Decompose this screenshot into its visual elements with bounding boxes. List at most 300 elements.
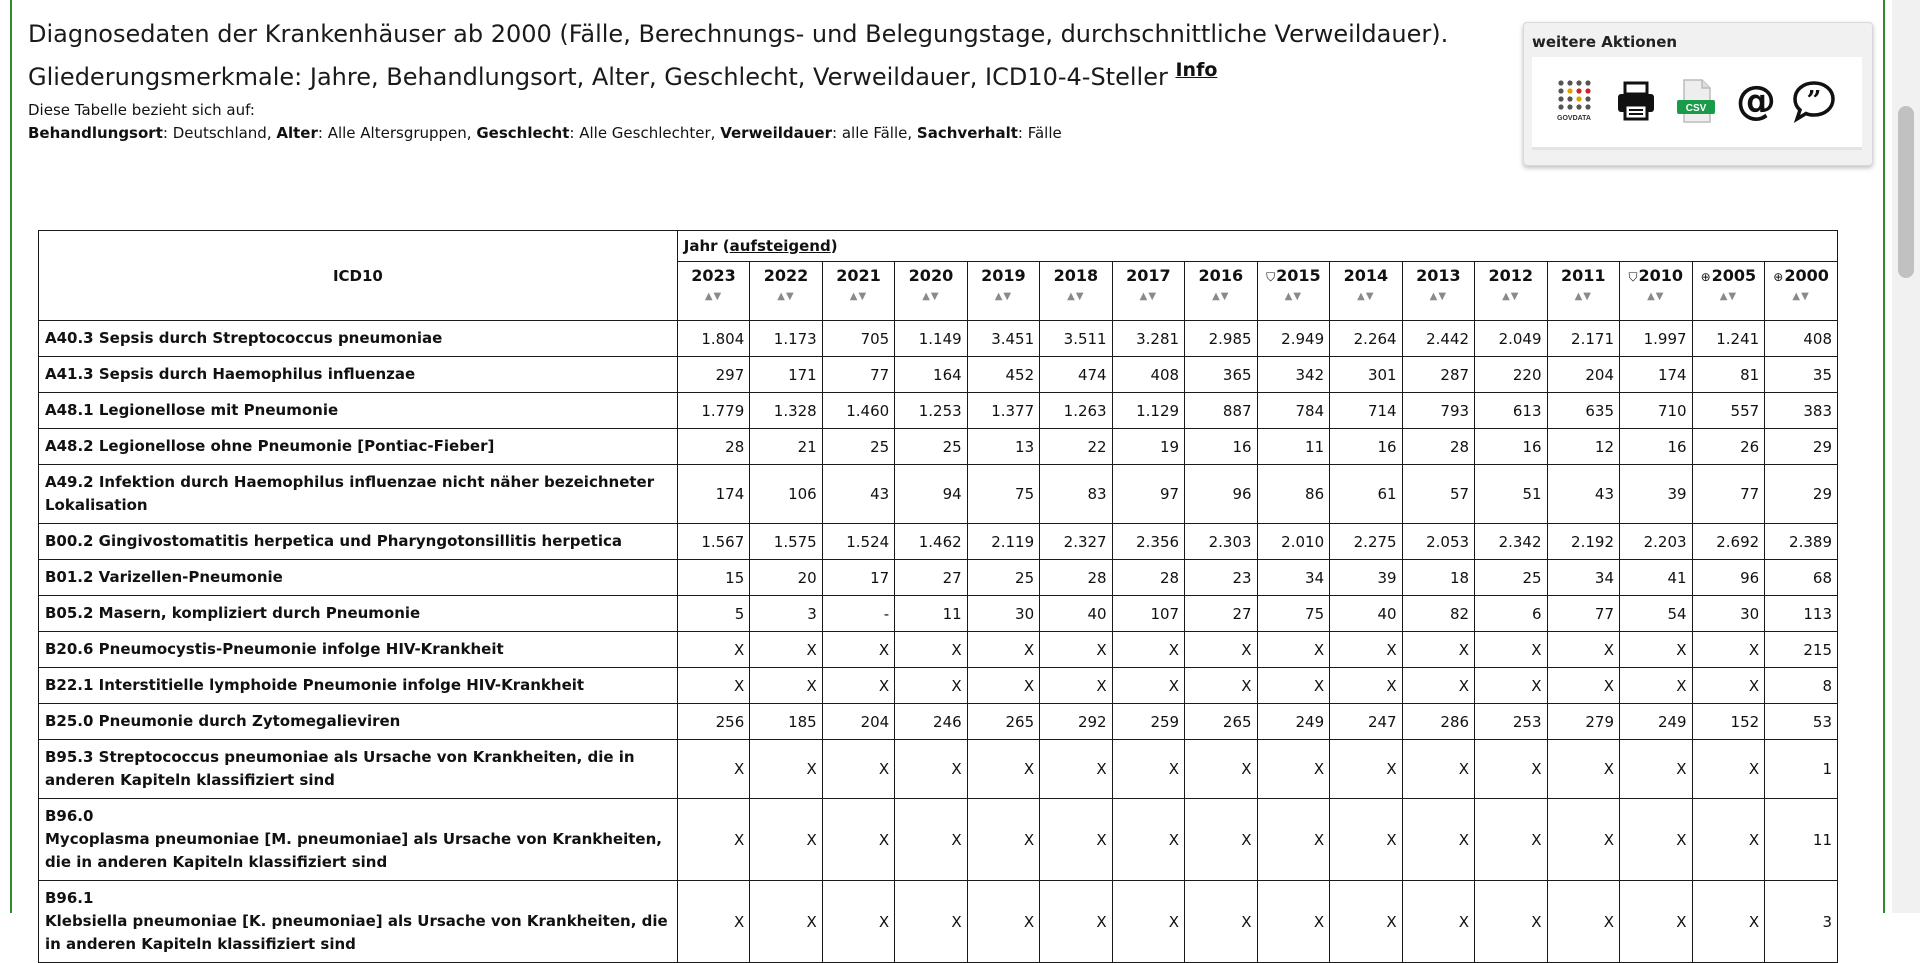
value-cell: 1.804	[677, 321, 749, 357]
filter-value: alle Fälle	[841, 124, 908, 142]
year-label: 2021	[836, 266, 881, 285]
title-line-2: Gliederungsmerkmale: Jahre, Behandlungsort, Alter, Geschlecht, Verweildauer, ICD10-4-Steller	[28, 63, 1168, 91]
value-cell: 286	[1402, 704, 1474, 740]
value-cell: 474	[1040, 357, 1112, 393]
value-cell: X	[1692, 799, 1765, 881]
year-column-header[interactable]	[1547, 262, 1619, 321]
value-cell: 107	[1112, 596, 1184, 632]
filter-value: Alle Geschlechter	[579, 124, 711, 142]
value-cell: X	[1330, 668, 1402, 704]
diagnosis-label	[39, 465, 678, 524]
value-cell: 25	[822, 429, 894, 465]
value-cell: X	[895, 668, 967, 704]
filter-label: Behandlungsort	[28, 124, 163, 142]
value-cell: 2.442	[1402, 321, 1474, 357]
value-cell: 26	[1692, 429, 1765, 465]
page-border-left	[10, 0, 12, 913]
vertical-scrollbar[interactable]	[1892, 0, 1920, 913]
sort-arrows-icon[interactable]: ▲▼	[1647, 291, 1665, 302]
table-row	[39, 596, 1838, 632]
value-cell: 3.451	[967, 321, 1039, 357]
value-cell: 204	[1547, 357, 1619, 393]
table-row	[39, 321, 1838, 357]
value-cell: 28	[1112, 560, 1184, 596]
value-cell: X	[1475, 632, 1547, 668]
table-row	[39, 429, 1838, 465]
value-cell: 2.985	[1185, 321, 1257, 357]
actions-icon-bar	[1532, 57, 1862, 150]
value-cell: X	[1185, 799, 1257, 881]
diagnosis-label	[39, 429, 678, 465]
year-column-header[interactable]	[1185, 262, 1257, 321]
value-cell: X	[967, 799, 1039, 881]
value-cell: X	[1257, 740, 1330, 799]
value-cell: 301	[1330, 357, 1402, 393]
value-cell: X	[1040, 799, 1112, 881]
value-cell: 27	[895, 560, 967, 596]
cite-quote-icon[interactable]	[1790, 77, 1838, 125]
year-column-header[interactable]	[1765, 262, 1838, 321]
value-cell: X	[1185, 740, 1257, 799]
value-cell: X	[1330, 740, 1402, 799]
diagnosis-text: Mycoplasma pneumoniae [M. pneumoniae] als Ursache von Krankheiten, die in anderen Kapiteln klassifiziert sind	[45, 830, 662, 871]
value-cell: X	[822, 740, 894, 799]
value-cell: 75	[1257, 596, 1330, 632]
value-cell: 1.241	[1692, 321, 1765, 357]
value-cell: 29	[1765, 465, 1838, 524]
value-cell: 43	[822, 465, 894, 524]
diagnosis-label	[39, 740, 678, 799]
diagnosis-label	[39, 321, 678, 357]
value-cell: 61	[1330, 465, 1402, 524]
value-cell: 1.377	[967, 393, 1039, 429]
value-cell: 1.524	[822, 524, 894, 560]
value-cell: X	[895, 632, 967, 668]
value-cell: 249	[1257, 704, 1330, 740]
year-group-header: Jahr (aufsteigend)	[677, 231, 1837, 262]
value-cell: 259	[1112, 704, 1184, 740]
diagnosis-text: B22.1 Interstitielle lymphoide Pneumonie infolge HIV-Krankheit	[45, 676, 585, 694]
sort-arrows-icon[interactable]: ▲▼	[849, 291, 868, 302]
diagnosis-label	[39, 704, 678, 740]
value-cell: X	[1402, 668, 1474, 704]
diagnosis-code: B96.1	[45, 889, 94, 907]
value-cell: 1.149	[895, 321, 967, 357]
year-label: 2019	[981, 266, 1026, 285]
diagnosis-text: B95.3 Streptococcus pneumoniae als Ursache von Krankheiten, die in anderen Kapiteln klassifiziert sind	[45, 748, 635, 789]
value-cell: X	[1330, 632, 1402, 668]
year-label: 2017	[1126, 266, 1171, 285]
value-cell: 279	[1547, 704, 1619, 740]
scrollbar-thumb[interactable]	[1898, 106, 1914, 278]
value-cell: 1.779	[677, 393, 749, 429]
value-cell: 41	[1620, 560, 1693, 596]
value-cell: 86	[1257, 465, 1330, 524]
value-cell: 35	[1765, 357, 1838, 393]
year-column-header[interactable]	[822, 262, 894, 321]
value-cell: 342	[1257, 357, 1330, 393]
year-column-header[interactable]	[1257, 262, 1330, 321]
value-cell: 53	[1765, 704, 1838, 740]
year-label: 2016	[1198, 266, 1244, 285]
value-cell: X	[822, 632, 894, 668]
value-cell: X	[1475, 668, 1547, 704]
sort-arrows-icon[interactable]: ▲▼	[777, 291, 795, 302]
value-cell: 287	[1402, 357, 1474, 393]
value-cell: 94	[895, 465, 967, 524]
sort-arrows-icon[interactable]: ▲▼	[1139, 291, 1158, 302]
info-link[interactable]: Info	[1175, 59, 1218, 81]
year-column-header[interactable]	[1692, 262, 1765, 321]
value-cell: X	[1112, 881, 1184, 963]
value-cell: X	[1475, 740, 1547, 799]
value-cell: 2.389	[1765, 524, 1838, 560]
value-cell: X	[822, 668, 894, 704]
sort-arrows-icon[interactable]: ▲▼	[1792, 291, 1810, 302]
value-cell: 2.303	[1185, 524, 1257, 560]
value-cell: 174	[677, 465, 749, 524]
value-cell: X	[1547, 740, 1619, 799]
year-label: 2018	[1053, 266, 1099, 285]
table-body	[39, 321, 1838, 963]
value-cell: 28	[677, 429, 749, 465]
value-cell: 3.281	[1112, 321, 1184, 357]
value-cell: 249	[1620, 704, 1693, 740]
value-cell: 2.342	[1475, 524, 1547, 560]
value-cell: 25	[967, 560, 1039, 596]
value-cell: X	[750, 668, 822, 704]
value-cell: 1.263	[1040, 393, 1112, 429]
value-cell: 1.253	[895, 393, 967, 429]
filter-value: Alle Altersgruppen	[327, 124, 467, 142]
value-cell: 17	[822, 560, 894, 596]
value-cell: 83	[1040, 465, 1112, 524]
table-header	[28, 16, 1508, 145]
value-cell: X	[1692, 881, 1765, 963]
value-cell: 1.129	[1112, 393, 1184, 429]
value-cell: 54	[1620, 596, 1693, 632]
value-cell: X	[677, 740, 749, 799]
value-cell: X	[1547, 668, 1619, 704]
year-label: 2012	[1488, 266, 1534, 285]
value-cell: 8	[1765, 668, 1838, 704]
value-cell: X	[1185, 632, 1257, 668]
print-icon[interactable]	[1612, 77, 1660, 125]
value-cell: 152	[1692, 704, 1765, 740]
value-cell: X	[1620, 881, 1693, 963]
sort-arrows-icon[interactable]: ▲▼	[1284, 291, 1303, 302]
value-cell: X	[1620, 740, 1693, 799]
value-cell: 1.567	[677, 524, 749, 560]
value-cell: X	[750, 632, 822, 668]
title-line-1: Diagnosedaten der Krankenhäuser ab 2000 (Fälle, Berechnungs- und Belegungstage, durchschnittliche Verweildauer).	[28, 20, 1449, 48]
year-column-header[interactable]	[750, 262, 822, 321]
sort-arrows-icon[interactable]: ▲▼	[1212, 291, 1230, 302]
table-row	[39, 881, 1838, 963]
sort-arrows-icon[interactable]: ▲▼	[1357, 291, 1375, 302]
value-cell: X	[1547, 881, 1619, 963]
year-column-header[interactable]	[1330, 262, 1402, 321]
value-cell: 2.010	[1257, 524, 1330, 560]
value-cell: 16	[1620, 429, 1693, 465]
table-row	[39, 357, 1838, 393]
diagnosis-text: B00.2 Gingivostomatitis herpetica und Pharyngotonsillitis herpetica	[45, 532, 623, 550]
year-column-header[interactable]	[1402, 262, 1474, 321]
year-column-header[interactable]	[1475, 262, 1547, 321]
value-cell: 215	[1765, 632, 1838, 668]
value-cell: 11	[1257, 429, 1330, 465]
value-cell: X	[1692, 740, 1765, 799]
value-cell: 1	[1765, 740, 1838, 799]
icd10-column-header: ICD10	[39, 231, 678, 321]
svg-text:CSV: CSV	[1685, 103, 1707, 114]
value-cell: 265	[967, 704, 1039, 740]
value-cell: X	[1257, 881, 1330, 963]
sort-arrows-icon[interactable]: ▲▼	[1067, 291, 1085, 302]
sort-arrows-icon[interactable]: ▲▼	[704, 291, 723, 302]
value-cell: 23	[1185, 560, 1257, 596]
value-cell: X	[750, 881, 822, 963]
value-cell: 39	[1330, 560, 1402, 596]
value-cell: X	[1257, 632, 1330, 668]
value-cell: X	[1112, 668, 1184, 704]
value-cell: 714	[1330, 393, 1402, 429]
actions-panel	[1523, 22, 1873, 166]
sort-arrows-icon[interactable]: ▲▼	[1502, 291, 1520, 302]
year-column-header[interactable]	[1112, 262, 1184, 321]
value-cell: X	[1112, 632, 1184, 668]
value-cell: 793	[1402, 393, 1474, 429]
filter-value: Fälle	[1027, 124, 1062, 142]
year-label: 2015	[1276, 266, 1321, 285]
value-cell: 3	[750, 596, 822, 632]
year-column-header[interactable]	[1620, 262, 1693, 321]
value-cell: 2.119	[967, 524, 1039, 560]
value-cell: 2.171	[1547, 321, 1619, 357]
value-cell: 253	[1475, 704, 1547, 740]
value-cell: X	[1620, 632, 1693, 668]
filter-summary: Behandlungsort: Deutschland, Alter: Alle Altersgruppen, Geschlecht: Alle Geschlechter, Verweildauer: alle Fälle, Sachverhalt: Fälle	[28, 124, 1062, 142]
value-cell: 2.203	[1620, 524, 1693, 560]
value-cell: X	[677, 799, 749, 881]
value-cell: 77	[1692, 465, 1765, 524]
value-cell: 3.511	[1040, 321, 1112, 357]
value-cell: X	[1620, 799, 1693, 881]
diagnosis-label	[39, 560, 678, 596]
value-cell: 77	[1547, 596, 1619, 632]
value-cell: 220	[1475, 357, 1547, 393]
value-cell: 43	[1547, 465, 1619, 524]
page-title	[28, 16, 1508, 95]
value-cell: X	[1257, 799, 1330, 881]
value-cell: 34	[1547, 560, 1619, 596]
sort-arrows-icon[interactable]: ▲▼	[1719, 291, 1738, 302]
value-cell: X	[1185, 881, 1257, 963]
value-cell: 383	[1765, 393, 1838, 429]
value-cell: 2.949	[1257, 321, 1330, 357]
value-cell: 28	[1040, 560, 1112, 596]
value-cell: X	[1620, 668, 1693, 704]
diagnosis-text: B05.2 Masern, kompliziert durch Pneumonie	[45, 604, 421, 622]
value-cell: 185	[750, 704, 822, 740]
value-cell: X	[895, 799, 967, 881]
value-cell: X	[895, 740, 967, 799]
value-cell: 2.264	[1330, 321, 1402, 357]
year-label: 2022	[763, 266, 809, 285]
table-row	[39, 632, 1838, 668]
value-cell: 18	[1402, 560, 1474, 596]
value-cell: 164	[895, 357, 967, 393]
diagnosis-label	[39, 393, 678, 429]
sort-arrows-icon[interactable]: ▲▼	[922, 291, 940, 302]
value-cell: 21	[750, 429, 822, 465]
year-column-header[interactable]	[1040, 262, 1112, 321]
value-cell: 2.192	[1547, 524, 1619, 560]
value-cell: 710	[1620, 393, 1693, 429]
year-column-header[interactable]	[895, 262, 967, 321]
sort-arrows-icon[interactable]: ▲▼	[994, 291, 1013, 302]
diagnosis-label	[39, 632, 678, 668]
value-cell: X	[677, 668, 749, 704]
value-cell: 20	[750, 560, 822, 596]
table-row	[39, 799, 1838, 881]
value-cell: 75	[967, 465, 1039, 524]
value-cell: 29	[1765, 429, 1838, 465]
filter-value: Deutschland	[172, 124, 267, 142]
value-cell: 887	[1185, 393, 1257, 429]
value-cell: X	[1402, 740, 1474, 799]
sort-arrows-icon[interactable]: ▲▼	[1574, 291, 1592, 302]
value-cell: X	[822, 881, 894, 963]
year-label: 2013	[1416, 266, 1461, 285]
value-cell: X	[1040, 632, 1112, 668]
value-cell: 34	[1257, 560, 1330, 596]
year-label: 2020	[908, 266, 954, 285]
value-cell: X	[1185, 668, 1257, 704]
value-cell: 19	[1112, 429, 1184, 465]
filter-label: Alter	[276, 124, 318, 142]
value-cell: 2.356	[1112, 524, 1184, 560]
filter-label: Sachverhalt	[916, 124, 1018, 142]
value-cell: 16	[1330, 429, 1402, 465]
value-cell: 297	[677, 357, 749, 393]
value-cell: 16	[1475, 429, 1547, 465]
sort-ascending-link[interactable]: aufsteigend	[729, 237, 831, 255]
csv-download-icon[interactable]	[1672, 77, 1720, 125]
value-cell: X	[967, 632, 1039, 668]
value-cell: X	[677, 632, 749, 668]
value-cell: 57	[1402, 465, 1474, 524]
value-cell: X	[895, 881, 967, 963]
diagnosis-label	[39, 799, 678, 881]
value-cell: 113	[1765, 596, 1838, 632]
diagnosis-text: Klebsiella pneumoniae [K. pneumoniae] als Ursache von Krankheiten, die in anderen Kapiteln klassifiziert sind	[45, 912, 668, 953]
govdata-icon[interactable]	[1552, 77, 1600, 125]
email-icon[interactable]: @	[1736, 78, 1776, 124]
value-cell: 784	[1257, 393, 1330, 429]
value-cell: X	[822, 799, 894, 881]
diagnosis-text: A40.3 Sepsis durch Streptococcus pneumoniae	[45, 329, 443, 347]
value-cell: 13	[967, 429, 1039, 465]
value-cell: X	[1402, 881, 1474, 963]
value-cell: X	[967, 881, 1039, 963]
value-cell: 77	[822, 357, 894, 393]
value-cell: 256	[677, 704, 749, 740]
value-cell: 11	[1765, 799, 1838, 881]
value-cell: 81	[1692, 357, 1765, 393]
year-column-header[interactable]	[677, 262, 749, 321]
diagnosis-data-table	[38, 230, 1838, 963]
value-cell: 1.997	[1620, 321, 1693, 357]
value-cell: 11	[895, 596, 967, 632]
diagnosis-label	[39, 524, 678, 560]
diagnosis-label	[39, 357, 678, 393]
value-cell: 51	[1475, 465, 1547, 524]
value-cell: 705	[822, 321, 894, 357]
value-cell: X	[1402, 632, 1474, 668]
value-cell: X	[1040, 881, 1112, 963]
diagnosis-label	[39, 881, 678, 963]
value-cell: 292	[1040, 704, 1112, 740]
value-cell: 613	[1475, 393, 1547, 429]
value-cell: X	[1040, 668, 1112, 704]
value-cell: 247	[1330, 704, 1402, 740]
value-cell: X	[1402, 799, 1474, 881]
value-cell: X	[750, 740, 822, 799]
year-column-header[interactable]	[967, 262, 1039, 321]
value-cell: 1.173	[750, 321, 822, 357]
diagnosis-text: A41.3 Sepsis durch Haemophilus influenzae	[45, 365, 416, 383]
value-cell: X	[1330, 881, 1402, 963]
value-cell: -	[822, 596, 894, 632]
footnote-marker-icon: ⛉	[1266, 270, 1276, 284]
table-row	[39, 465, 1838, 524]
value-cell: 2.275	[1330, 524, 1402, 560]
value-cell: 96	[1692, 560, 1765, 596]
value-cell: 265	[1185, 704, 1257, 740]
value-cell: 15	[677, 560, 749, 596]
filter-label: Geschlecht	[476, 124, 570, 142]
value-cell: 30	[967, 596, 1039, 632]
sort-arrows-icon[interactable]: ▲▼	[1429, 291, 1448, 302]
value-cell: 1.575	[750, 524, 822, 560]
value-cell: 171	[750, 357, 822, 393]
value-cell: 2.049	[1475, 321, 1547, 357]
value-cell: 408	[1765, 321, 1838, 357]
value-cell: 2.327	[1040, 524, 1112, 560]
value-cell: X	[1692, 632, 1765, 668]
value-cell: X	[1547, 799, 1619, 881]
value-cell: 557	[1692, 393, 1765, 429]
value-cell: 204	[822, 704, 894, 740]
value-cell: 452	[967, 357, 1039, 393]
year-label: 2011	[1561, 266, 1606, 285]
footnote-marker-icon: ⊕	[1773, 270, 1784, 284]
value-cell: X	[750, 799, 822, 881]
year-label: 2000	[1784, 266, 1829, 285]
value-cell: X	[1040, 740, 1112, 799]
value-cell: 82	[1402, 596, 1474, 632]
table-row	[39, 668, 1838, 704]
filter-label: Verweildauer	[720, 124, 833, 142]
value-cell: 174	[1620, 357, 1693, 393]
diagnosis-label	[39, 668, 678, 704]
footnote-marker-icon: ⛉	[1628, 270, 1638, 284]
value-cell: 30	[1692, 596, 1765, 632]
value-cell: X	[1112, 740, 1184, 799]
value-cell: X	[1330, 799, 1402, 881]
diagnosis-text: B25.0 Pneumonie durch Zytomegalieviren	[45, 712, 401, 730]
